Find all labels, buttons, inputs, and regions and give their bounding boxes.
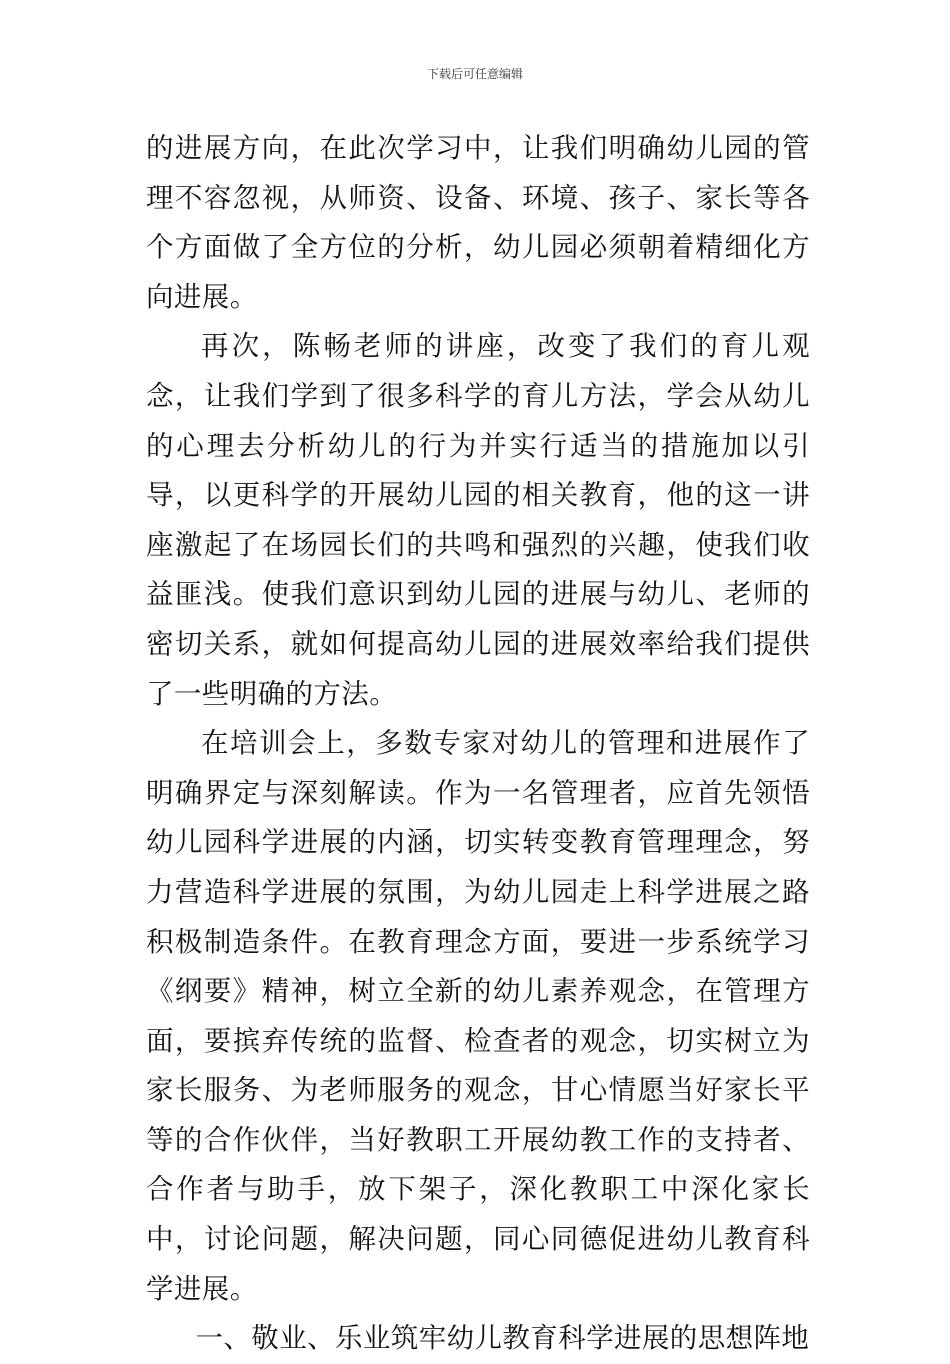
paragraph-continuation: 的进展方向，在此次学习中，让我们明确幼儿园的管理不容忽视，从师资、设备、环境、孩子、家长等各个方面做了全方位的分析，幼儿园必须朝着精细化方向进展。 [146, 132, 810, 313]
paragraph-lecture: 再次，陈畅老师的讲座，改变了我们的育儿观念，让我们学到了很多科学的育儿方法，学会从幼儿的心理去分析幼儿的行为并实行适当的措施加以引导，以更科学的开展幼儿园的相关教育，他的这一讲座激起了在场园长们的共鸣和强烈的兴趣，使我们收益匪浅。使我们意识到幼儿园的进展与幼儿、老师的密切关系，就如何提高幼儿园的进展效率给我们提供了一些明确的方法。 [146, 330, 810, 710]
section-heading: 一、敬业、乐业筑牢幼儿教育科学进展的思想阵地 [195, 1322, 810, 1355]
paragraph-training: 在培训会上，多数专家对幼儿的管理和进展作了明确界定与深刻解读。作为一名管理者，应首先领悟幼儿园科学进展的内涵，切实转变教育管理理念，努力营造科学进展的氛围，为幼儿园走上科学进展之路积极制造条件。在教育理念方面，要进一步系统学习《纲要》精神，树立全新的幼儿素养观念，在管理方面，要摈弃传统的监督、检查者的观念，切实树立为家长服务、为老师服务的观念，甘心情愿当好家长平等的合作伙伴，当好教职工开展幼教工作的支持者、合作者与助手，放下架子，深化教职工中深化家长中，讨论问题，解决问题，同心同德促进幼儿教育科学进展。 [146, 727, 810, 1305]
page-header: 下载后可任意编辑 [426, 67, 523, 81]
document-body [146, 124, 810, 1364]
